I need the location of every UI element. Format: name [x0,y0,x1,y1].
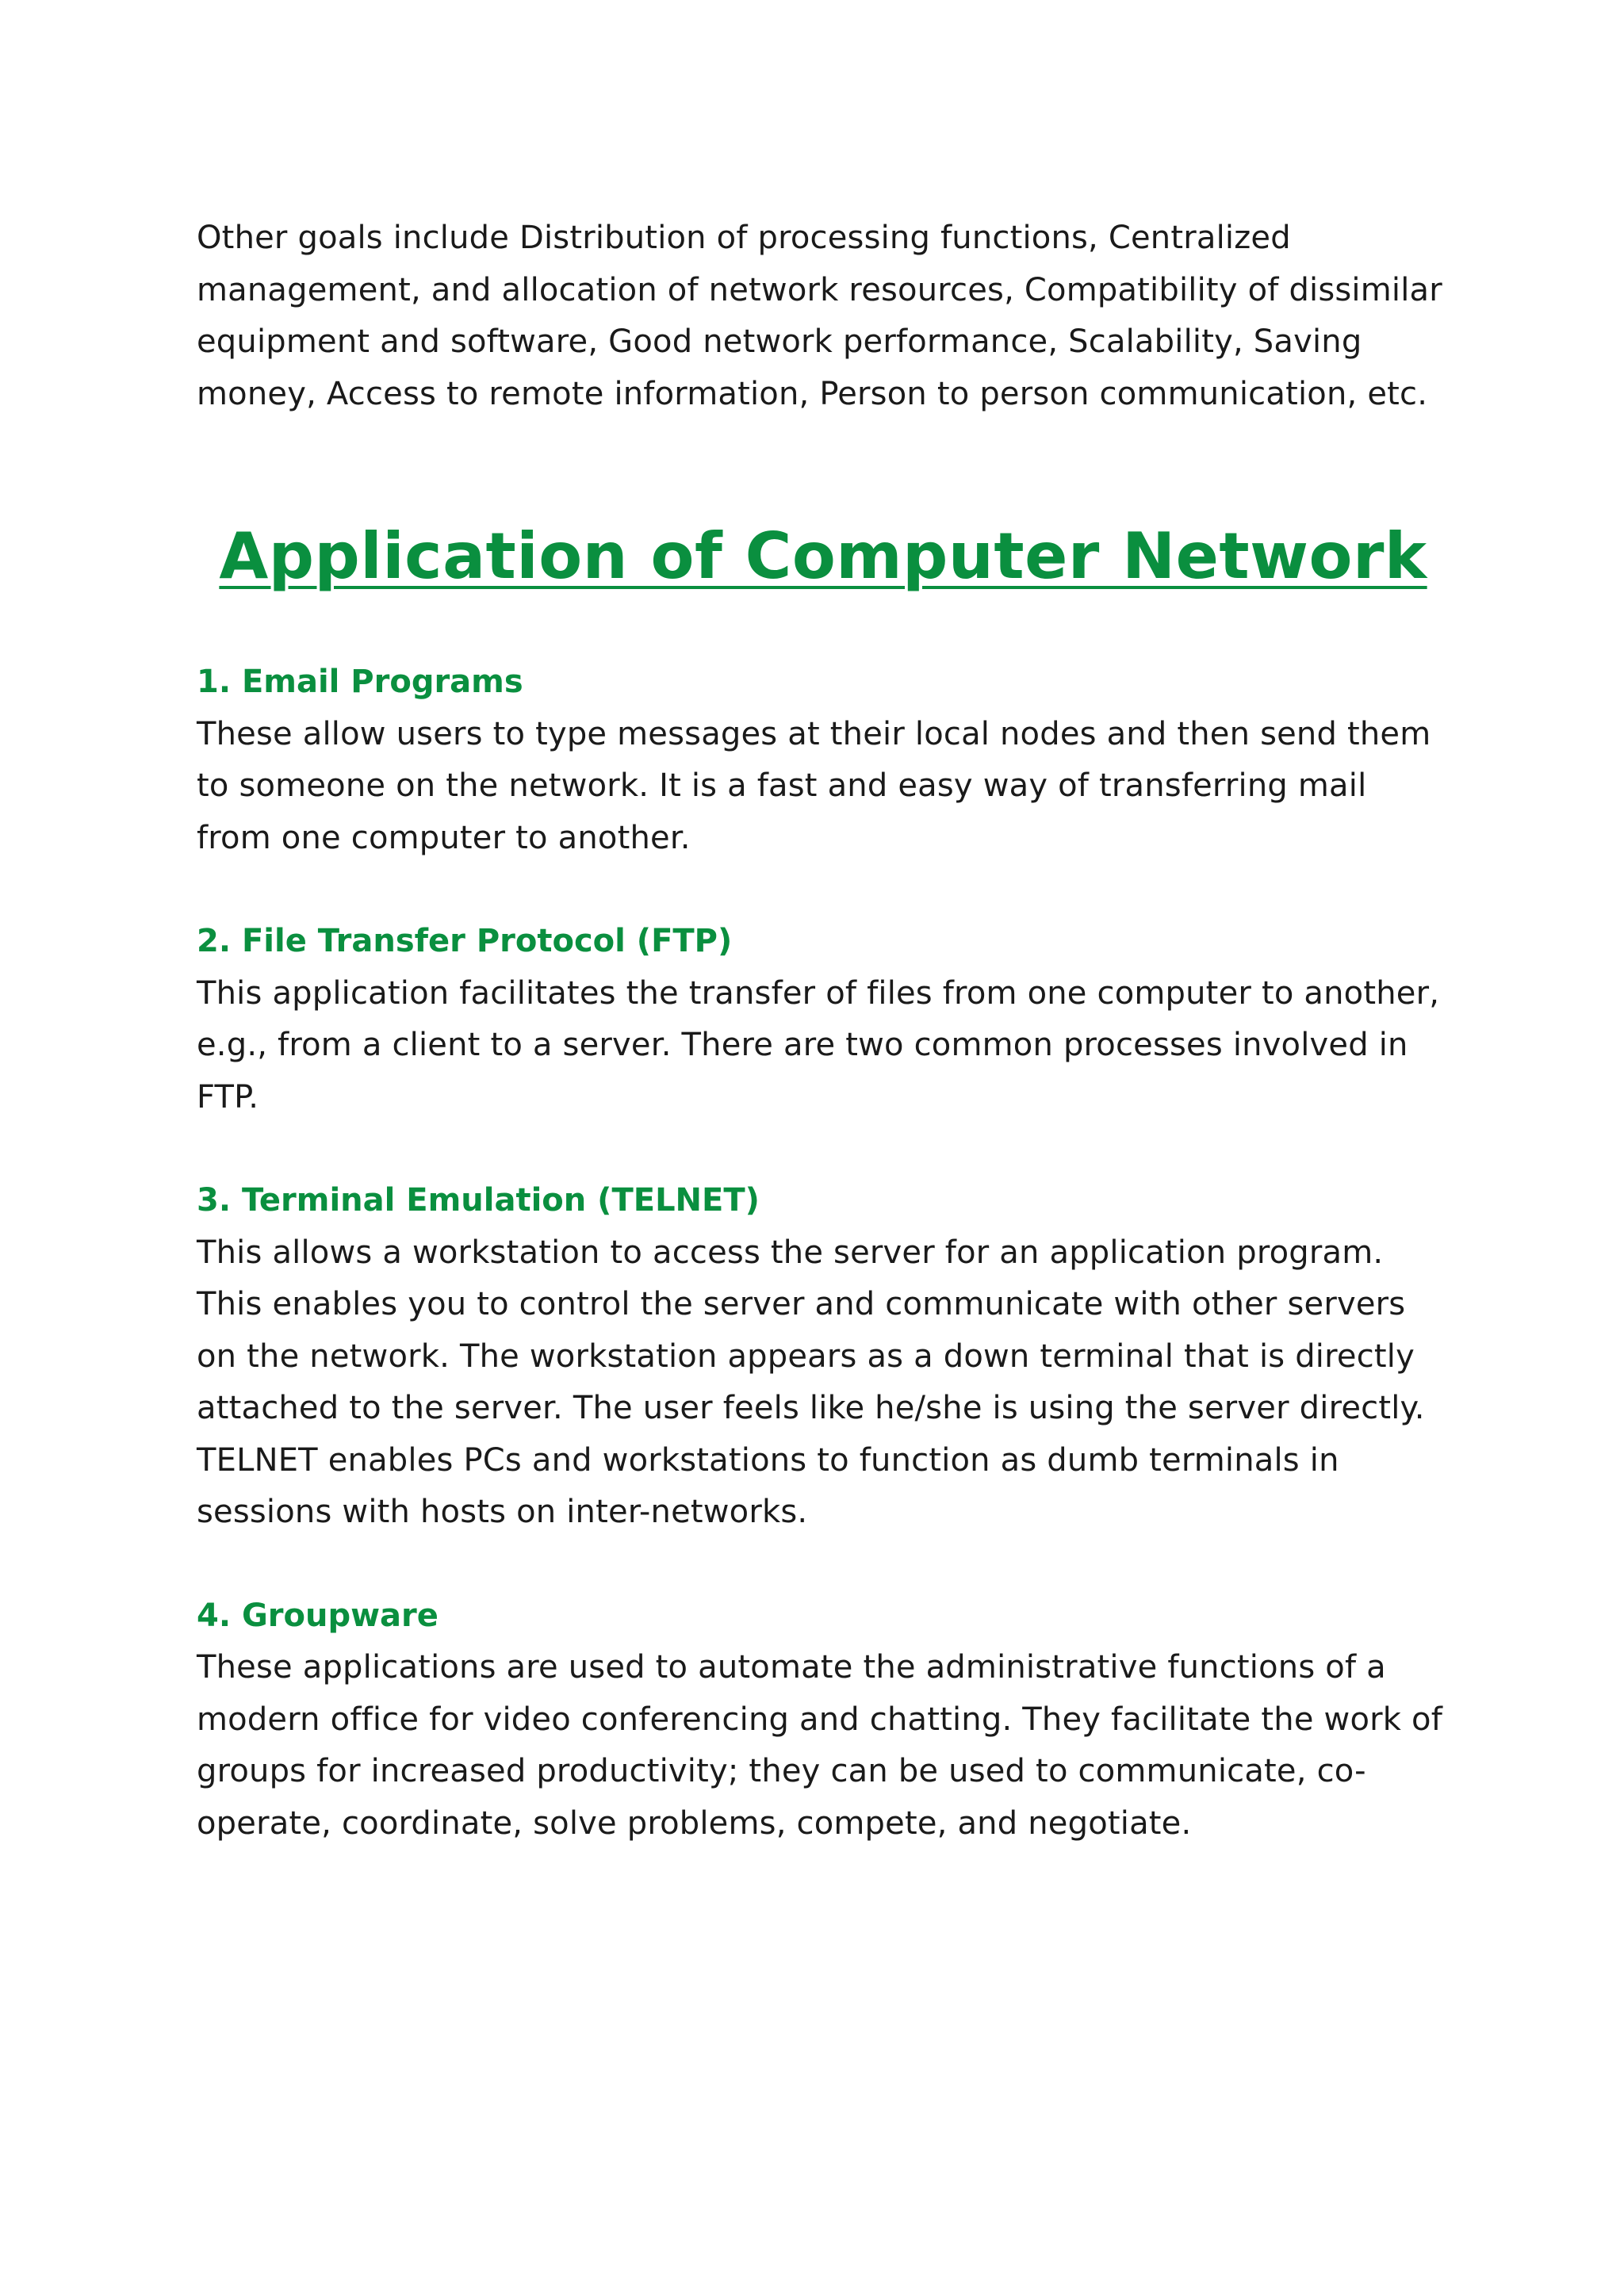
section-body: This allows a workstation to access the server for an application program. This enables you to control the server and communicate with other servers on the network. The workstation appears as a down terminal that is directly attached to the server. The user feels like he/she is using the server directly. TELNET enables PCs and workstations to function as dumb terminals in sessions with hosts on inter-networks. [197,1234,1425,1530]
section-groupware [197,1590,1450,1850]
section-heading: 2. File Transfer Protocol (FTP) [197,923,733,959]
section-body: These applications are used to automate the administrative functions of a modern office for video conferencing and chatting. They facilitate the work of groups for increased productivity; they can be used to communicate, co-operate, coordinate, solve problems, compete, and negotiate. [197,1649,1443,1842]
section-email-programs [197,656,1450,864]
section-body: These allow users to type messages at their local nodes and then send them to someone on the network. It is a fast and easy way of transferring mail from one computer to another. [197,715,1431,856]
section-heading: 1. Email Programs [197,664,523,700]
section-body: This application facilitates the transfer of files from one computer to another, e.g., from a client to a server. There are two common processes involved in FTP. [197,974,1440,1115]
intro-paragraph: Other goals include Distribution of processing functions, Centralized management, and allocation of network resources, Compatibility of dissimilar equipment and software, Good network performance, Scalability, Saving money, Access to remote information, Person to person communication, etc. [197,220,1442,412]
document-content [197,212,1450,1850]
page-title: Application of Computer Network [219,519,1427,593]
section-ftp [197,916,1450,1123]
section-heading: 4. Groupware [197,1597,439,1634]
section-telnet [197,1175,1450,1539]
section-heading: 3. Terminal Emulation (TELNET) [197,1182,760,1219]
